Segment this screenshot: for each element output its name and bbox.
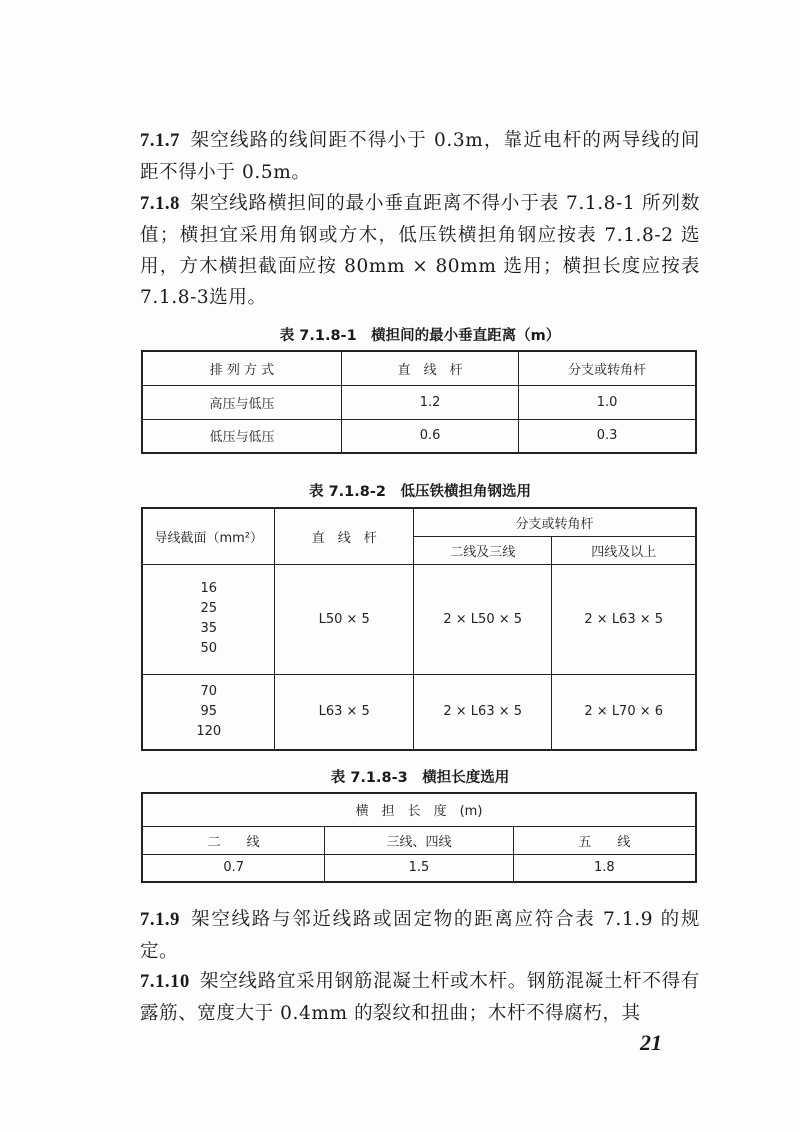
clause-number: 7.1.10 [140, 972, 190, 992]
header-cell: 分支或转角杆 [519, 351, 696, 385]
clause-7-1-7 [140, 125, 700, 188]
table-header-row [142, 508, 696, 536]
section-value: 50 [200, 641, 217, 656]
table-cell: 1.5 [325, 854, 513, 882]
section-value: 16 [200, 581, 217, 596]
table-header-row [142, 351, 696, 385]
table-cell: L63 × 5 [275, 674, 414, 750]
table-cell: 2 × L50 × 5 [413, 564, 552, 674]
table-row [142, 564, 696, 674]
table-row [142, 674, 696, 750]
clause-text: 架空线路的线间距不得小于 0.3m，靠近电杆的两导线的间距不得小于 0.5m。 [140, 130, 700, 183]
header-cell: 导线截面（mm²） [142, 508, 275, 564]
section-value: 25 [200, 601, 217, 616]
table-title-row [142, 793, 696, 826]
section-value: 35 [200, 621, 217, 636]
table-7-1-8-3-caption: 表 7.1.8-3 横担长度选用 [330, 770, 510, 786]
clause-number: 7.1.9 [140, 910, 180, 930]
section-list-cell [142, 674, 275, 750]
table-row [142, 419, 696, 453]
table-header-row [142, 826, 696, 854]
table-cell: 2 × L70 × 6 [552, 674, 696, 750]
section-list-cell [142, 564, 275, 674]
page-number: 21 [640, 1030, 662, 1055]
header-cell: 直 线 杆 [341, 351, 518, 385]
clause-text: 架空线路与邻近线路或固定物的距离应符合表 7.1.9 的规定。 [140, 909, 700, 962]
header-cell: 二 线 [142, 826, 325, 854]
clause-text: 架空线路宜采用钢筋混凝土杆或木杆。钢筋混凝土杆不得有露筋、宽度大于 0.4mm 的裂纹和扭曲；木杆不得腐朽，其 [140, 971, 700, 1024]
clause-7-1-9 [140, 904, 700, 967]
header-cell: 三线、四线 [325, 826, 513, 854]
clause-7-1-10 [140, 966, 700, 1029]
table-row [142, 385, 696, 419]
table-cell: 高压与低压 [142, 385, 341, 419]
clause-text: 架空线路横担间的最小垂直距离不得小于表 7.1.8-1 所列数值；横担宜采用角钢或方木，低压铁横担角钢应按表 7.1.8-2 选用，方木横担截面应按 80mm × 80mm 选用；横担长度应按表 7.1.8-3选用。 [140, 193, 700, 308]
table-7-1-8-3 [141, 792, 697, 883]
table-cell: 1.0 [519, 385, 696, 419]
table-cell: L50 × 5 [275, 564, 414, 674]
header-cell: 横 担 长 度 (m) [142, 793, 696, 826]
table-row [142, 854, 696, 882]
table-cell: 低压与低压 [142, 419, 341, 453]
table-cell: 1.2 [341, 385, 518, 419]
table-cell: 2 × L63 × 5 [413, 674, 552, 750]
table-7-1-8-1-caption: 表 7.1.8-1 横担间的最小垂直距离（m） [279, 328, 561, 344]
header-cell: 四线及以上 [552, 536, 696, 564]
section-value: 70 [200, 683, 217, 699]
table-cell: 2 × L63 × 5 [552, 564, 696, 674]
table-cell: 1.8 [513, 854, 696, 882]
table-7-1-8-2 [141, 507, 697, 751]
header-cell: 二线及三线 [413, 536, 552, 564]
header-cell: 分支或转角杆 [413, 508, 696, 536]
clause-7-1-8 [140, 188, 700, 313]
table-7-1-8-2-caption: 表 7.1.8-2 低压铁横担角钢选用 [309, 484, 531, 500]
header-cell: 排 列 方 式 [142, 351, 341, 385]
header-cell: 直 线 杆 [275, 508, 414, 564]
table-7-1-8-1 [141, 350, 697, 454]
table-cell: 0.6 [341, 419, 518, 453]
section-value: 95 [200, 703, 217, 719]
section-value: 120 [196, 723, 222, 739]
clause-number: 7.1.8 [140, 194, 180, 214]
table-cell: 0.3 [519, 419, 696, 453]
table-cell: 0.7 [142, 854, 325, 882]
header-cell: 五 线 [513, 826, 696, 854]
clause-number: 7.1.7 [140, 131, 180, 151]
